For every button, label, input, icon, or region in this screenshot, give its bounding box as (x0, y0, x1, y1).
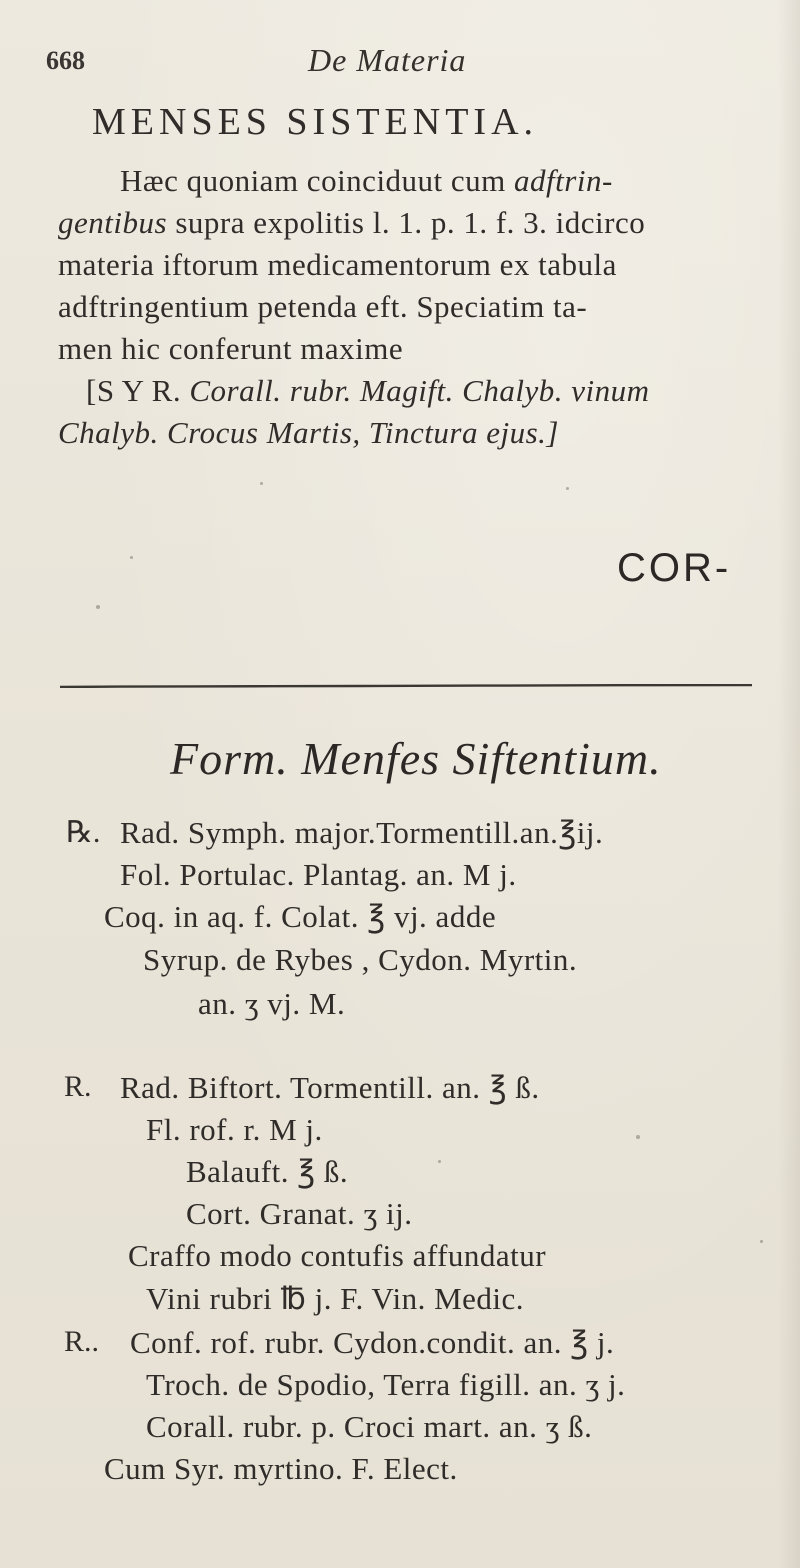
formula-line: Corall. rubr. p. Croci mart. an. ʒ ß. (146, 1409, 593, 1444)
section-heading: MENSES SISTENTIA. (92, 101, 539, 143)
formula-line: Cum Syr. myrtino. F. Elect. (104, 1451, 458, 1486)
formula-line: Rad. Symph. major.Tormentill.an.℥ij. (120, 815, 604, 850)
syrup-line-1 (86, 373, 649, 409)
paragraph-text: Hæc quoniam coinciduut cum (120, 163, 515, 198)
paper-speck (760, 1240, 763, 1243)
page-edge-shadow (778, 0, 800, 1568)
formula-line: Cort. Granat. ʒ ij. (186, 1196, 413, 1231)
recipe-mark-2: R. (64, 1070, 92, 1103)
paper-speck (130, 556, 133, 559)
formulae-title: Form. Menfes Siftentium. (170, 733, 662, 784)
paper-speck (260, 482, 263, 485)
paragraph-italic-term: adftrin- (514, 163, 613, 198)
formula-line: Conf. rof. rubr. Cydon.condit. an. ℥ j. (130, 1325, 615, 1360)
formula-line: Coq. in aq. f. Colat. ℥ vj. adde (104, 899, 497, 934)
formula-line: Troch. de Spodio, Terra figill. an. ʒ j. (146, 1367, 626, 1402)
horizontal-rule (60, 684, 752, 688)
formula-line: Syrup. de Rybes , Cydon. Myrtin. (143, 942, 578, 977)
catchword: COR- (617, 546, 732, 590)
paragraph-line-2 (58, 205, 645, 241)
paragraph-text: supra expolitis l. 1. p. 1. f. 3. idcirco (167, 205, 646, 240)
paragraph-line-5: men hic conferunt maxime (58, 331, 404, 366)
formula-line: Fl. rof. r. M j. (146, 1112, 323, 1147)
paper-speck (96, 605, 100, 609)
formula-line: Craffo modo contufis affundatur (128, 1238, 547, 1273)
recipe-mark-3: R.. (64, 1325, 100, 1358)
paragraph-italic-term-continued: gentibus (58, 205, 168, 240)
recipe-mark-1: ℞. (66, 816, 101, 849)
syrup-label: [S Y R. (86, 373, 190, 408)
paragraph-line-4: adftringentium petenda eft. Speciatim ta- (58, 289, 588, 324)
page-number: 668 (46, 46, 85, 75)
formula-line: Fol. Portulac. Plantag. an. M j. (120, 857, 517, 892)
paper-speck (438, 1160, 441, 1163)
syrup-ingredients: Corall. rubr. Magift. Chalyb. vinum (189, 373, 650, 408)
running-title: De Materia (308, 42, 467, 78)
paragraph-line-3: materia iftorum medicamentorum ex tabula (58, 247, 617, 282)
syrup-line-2: Chalyb. Crocus Martis, Tinctura ejus.] (58, 415, 559, 450)
formula-line: Rad. Biftort. Tormentill. an. ℥ ß. (120, 1070, 540, 1105)
formula-line: Vini rubri ℔ j. F. Vin. Medic. (146, 1281, 525, 1316)
paragraph-line-1 (120, 163, 613, 199)
paper-speck (566, 487, 569, 490)
paper-speck (636, 1135, 640, 1139)
formula-line: an. ʒ vj. M. (198, 986, 346, 1021)
formula-line: Balauft. ℥ ß. (186, 1154, 349, 1189)
